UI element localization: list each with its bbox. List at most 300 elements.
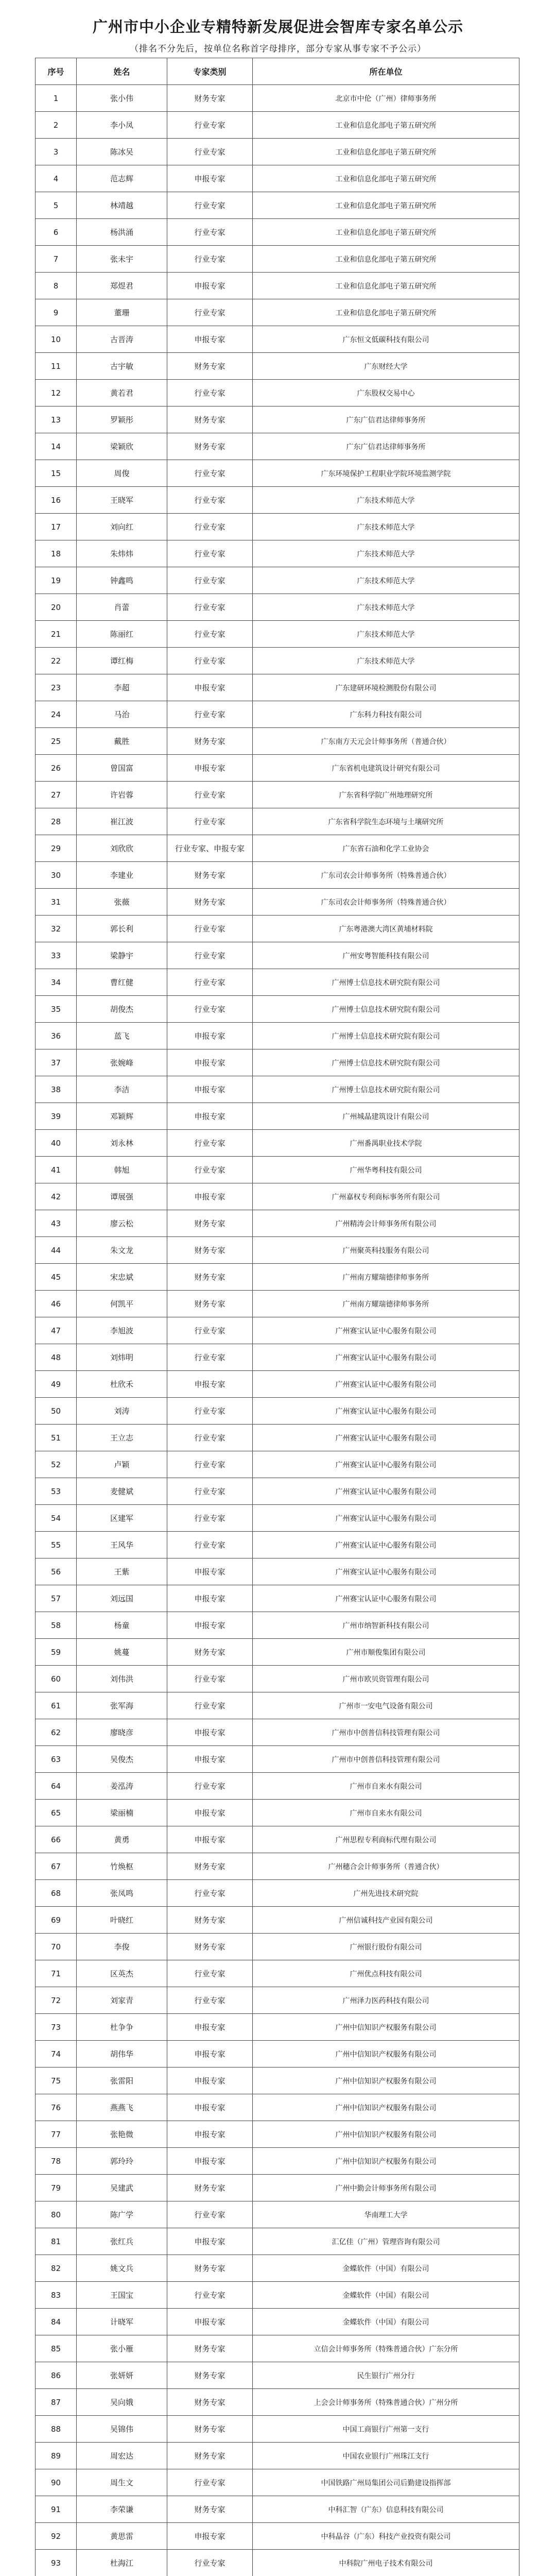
table-row xyxy=(36,139,519,165)
table-row xyxy=(36,969,519,996)
cell-unit: 广州博士信息技术研究院有限公司 xyxy=(253,1023,519,1049)
cell-category: 行业专家 xyxy=(167,1451,253,1478)
cell-name: 张艳微 xyxy=(77,2121,167,2148)
cell-index: 48 xyxy=(36,1344,77,1371)
cell-index: 59 xyxy=(36,1639,77,1666)
cell-index: 36 xyxy=(36,1023,77,1049)
cell-unit: 广州赛宝认证中心服务有限公司 xyxy=(253,1371,519,1398)
cell-index: 44 xyxy=(36,1237,77,1264)
cell-index: 92 xyxy=(36,2523,77,2550)
cell-index: 50 xyxy=(36,1398,77,1425)
cell-name: 曾国富 xyxy=(77,755,167,782)
cell-unit: 广州嘉权专利商标事务所有限公司 xyxy=(253,1183,519,1210)
cell-unit: 广州赛宝认证中心服务有限公司 xyxy=(253,1505,519,1532)
cell-index: 71 xyxy=(36,1960,77,1987)
cell-name: 黄若君 xyxy=(77,380,167,406)
cell-category: 财务专家 xyxy=(167,85,253,112)
cell-index: 56 xyxy=(36,1558,77,1585)
table-row xyxy=(36,1558,519,1585)
cell-unit: 广州赛宝认证中心服务有限公司 xyxy=(253,1478,519,1505)
cell-category: 行业专家 xyxy=(167,567,253,594)
cell-name: 周生文 xyxy=(77,2469,167,2496)
cell-unit: 广州市中创普信科技管理有限公司 xyxy=(253,1746,519,1773)
cell-index: 47 xyxy=(36,1317,77,1344)
cell-category: 财务专家 xyxy=(167,353,253,380)
cell-index: 70 xyxy=(36,1934,77,1960)
table-row xyxy=(36,219,519,246)
cell-name: 刘远国 xyxy=(77,1585,167,1612)
cell-unit: 广东股权交易中心 xyxy=(253,380,519,406)
cell-name: 刘欣欣 xyxy=(77,835,167,862)
cell-category: 行业专家 xyxy=(167,540,253,567)
cell-index: 77 xyxy=(36,2121,77,2148)
cell-category: 行业专家 xyxy=(167,2201,253,2228)
cell-unit: 广东南方天元会计师事务所（普通合伙） xyxy=(253,728,519,755)
cell-index: 28 xyxy=(36,808,77,835)
cell-unit: 广州市纳智新科技有限公司 xyxy=(253,1612,519,1639)
cell-name: 范志辉 xyxy=(77,165,167,192)
cell-unit: 民生银行广州分行 xyxy=(253,2362,519,2389)
cell-category: 财务专家 xyxy=(167,1291,253,1317)
table-row xyxy=(36,1800,519,1826)
table-row xyxy=(36,862,519,889)
cell-index: 49 xyxy=(36,1371,77,1398)
table-row xyxy=(36,1451,519,1478)
cell-category: 行业专家 xyxy=(167,1317,253,1344)
cell-unit: 工业和信息化部电子第五研究所 xyxy=(253,299,519,326)
cell-unit: 广东技术师范大学 xyxy=(253,514,519,540)
cell-index: 58 xyxy=(36,1612,77,1639)
cell-name: 胡伟华 xyxy=(77,2041,167,2067)
cell-name: 区建军 xyxy=(77,1505,167,1532)
cell-index: 64 xyxy=(36,1773,77,1800)
table-row xyxy=(36,380,519,406)
table-row xyxy=(36,1692,519,1719)
cell-category: 行业专家 xyxy=(167,1666,253,1692)
table-row xyxy=(36,755,519,782)
cell-unit: 广州安粤智能科技有限公司 xyxy=(253,942,519,969)
cell-unit: 广东环境保护工程职业学院环境监测学院 xyxy=(253,460,519,487)
cell-name: 廖晓彦 xyxy=(77,1719,167,1746)
table-row xyxy=(36,594,519,621)
cell-index: 27 xyxy=(36,782,77,808)
table-row xyxy=(36,889,519,916)
cell-category: 申报专家 xyxy=(167,755,253,782)
cell-name: 林靖越 xyxy=(77,192,167,219)
cell-unit: 广州中信知识产权服务有限公司 xyxy=(253,2148,519,2175)
cell-index: 86 xyxy=(36,2362,77,2389)
cell-index: 29 xyxy=(36,835,77,862)
cell-name: 姚文兵 xyxy=(77,2255,167,2282)
cell-name: 梁丽楠 xyxy=(77,1800,167,1826)
table-row xyxy=(36,2282,519,2309)
cell-unit: 汇亿佳（广州）管理咨询有限公司 xyxy=(253,2228,519,2255)
cell-category: 行业专家 xyxy=(167,1425,253,1451)
cell-index: 9 xyxy=(36,299,77,326)
cell-category: 申报专家 xyxy=(167,273,253,299)
cell-name: 古宇敏 xyxy=(77,353,167,380)
cell-index: 7 xyxy=(36,246,77,273)
cell-category: 行业专家 xyxy=(167,1532,253,1558)
cell-index: 19 xyxy=(36,567,77,594)
cell-index: 4 xyxy=(36,165,77,192)
cell-category: 申报专家 xyxy=(167,1585,253,1612)
cell-index: 43 xyxy=(36,1210,77,1237)
cell-unit: 广州市中创普信科技管理有限公司 xyxy=(253,1719,519,1746)
table-row xyxy=(36,2067,519,2094)
cell-category: 申报专家 xyxy=(167,1023,253,1049)
cell-index: 82 xyxy=(36,2255,77,2282)
table-row xyxy=(36,1317,519,1344)
table-row xyxy=(36,2443,519,2469)
table-row xyxy=(36,2469,519,2496)
cell-name: 王国宝 xyxy=(77,2282,167,2309)
cell-category: 行业专家 xyxy=(167,1692,253,1719)
table-row xyxy=(36,621,519,648)
cell-name: 戴胜 xyxy=(77,728,167,755)
cell-category: 行业专家 xyxy=(167,192,253,219)
page-title: 广州市中小企业专精特新发展促进会智库专家名单公示 xyxy=(92,18,463,36)
cell-category: 申报专家 xyxy=(167,2121,253,2148)
cell-name: 张小伟 xyxy=(77,85,167,112)
cell-index: 16 xyxy=(36,487,77,514)
cell-name: 宋忠斌 xyxy=(77,1264,167,1291)
table-row xyxy=(36,1130,519,1157)
table-row xyxy=(36,996,519,1023)
table-row xyxy=(36,2094,519,2121)
cell-index: 21 xyxy=(36,621,77,648)
cell-unit: 广州华粤科技有限公司 xyxy=(253,1157,519,1183)
cell-unit: 广州中信知识产权服务有限公司 xyxy=(253,2014,519,2041)
table-row xyxy=(36,433,519,460)
cell-category: 财务专家 xyxy=(167,889,253,916)
cell-unit: 广州赛宝认证中心服务有限公司 xyxy=(253,1344,519,1371)
table-row xyxy=(36,567,519,594)
cell-index: 93 xyxy=(36,2550,77,2576)
cell-category: 行业专家 xyxy=(167,2469,253,2496)
cell-index: 72 xyxy=(36,1987,77,2014)
cell-unit: 广州泽力医药科技有限公司 xyxy=(253,1987,519,2014)
cell-unit: 中科院广州电子技术有限公司 xyxy=(253,2550,519,2576)
cell-category: 申报专家 xyxy=(167,165,253,192)
cell-unit: 广州番禺职业技术学院 xyxy=(253,1130,519,1157)
table-row xyxy=(36,2228,519,2255)
cell-category: 行业专家 xyxy=(167,1157,253,1183)
cell-unit: 广东技术师范大学 xyxy=(253,594,519,621)
cell-category: 财务专家 xyxy=(167,2362,253,2389)
cell-name: 罗颖彤 xyxy=(77,406,167,433)
page-subtitle: （排名不分先后，按单位名称首字母排序，部分专家从事专家不予公示） xyxy=(130,44,426,54)
table-row xyxy=(36,1532,519,1558)
cell-name: 谭红梅 xyxy=(77,648,167,674)
cell-name: 李建业 xyxy=(77,862,167,889)
cell-index: 18 xyxy=(36,540,77,567)
cell-unit: 立信会计师事务所（特殊普通合伙）广东分所 xyxy=(253,2335,519,2362)
cell-index: 31 xyxy=(36,889,77,916)
cell-name: 梁颖欣 xyxy=(77,433,167,460)
table-row xyxy=(36,1639,519,1666)
cell-category: 财务专家 xyxy=(167,2175,253,2201)
cell-index: 10 xyxy=(36,326,77,353)
cell-name: 王风华 xyxy=(77,1532,167,1558)
cell-category: 行业专家 xyxy=(167,460,253,487)
table-row xyxy=(36,85,519,112)
cell-category: 财务专家 xyxy=(167,728,253,755)
cell-index: 79 xyxy=(36,2175,77,2201)
table-row xyxy=(36,1344,519,1371)
cell-index: 3 xyxy=(36,139,77,165)
header-name: 姓名 xyxy=(77,58,167,85)
cell-unit: 广州博士信息技术研究院有限公司 xyxy=(253,1049,519,1076)
cell-unit: 广东技术师范大学 xyxy=(253,487,519,514)
table-row xyxy=(36,1612,519,1639)
table-row xyxy=(36,2496,519,2523)
cell-name: 张婉峰 xyxy=(77,1049,167,1076)
table-row xyxy=(36,1049,519,1076)
cell-unit: 广东技术师范大学 xyxy=(253,621,519,648)
table-row xyxy=(36,1773,519,1800)
cell-index: 54 xyxy=(36,1505,77,1532)
cell-name: 吴锦伟 xyxy=(77,2416,167,2443)
cell-category: 行业专家 xyxy=(167,2282,253,2309)
cell-index: 38 xyxy=(36,1076,77,1103)
cell-category: 申报专家 xyxy=(167,2148,253,2175)
cell-unit: 工业和信息化部电子第五研究所 xyxy=(253,192,519,219)
cell-unit: 广东司农会计师事务所（特殊普通合伙） xyxy=(253,862,519,889)
cell-category: 财务专家 xyxy=(167,2335,253,2362)
cell-category: 行业专家 xyxy=(167,380,253,406)
table-row xyxy=(36,2148,519,2175)
cell-index: 74 xyxy=(36,2041,77,2067)
cell-unit: 广州赛宝认证中心服务有限公司 xyxy=(253,1451,519,1478)
cell-index: 41 xyxy=(36,1157,77,1183)
cell-unit: 金蝶软件（中国）有限公司 xyxy=(253,2255,519,2282)
cell-name: 谭展强 xyxy=(77,1183,167,1210)
cell-unit: 广州中信知识产权服务有限公司 xyxy=(253,2041,519,2067)
cell-index: 1 xyxy=(36,85,77,112)
cell-name: 张薇 xyxy=(77,889,167,916)
cell-category: 申报专家 xyxy=(167,1746,253,1773)
table-row xyxy=(36,1157,519,1183)
cell-unit: 广东科力科技有限公司 xyxy=(253,701,519,728)
cell-index: 65 xyxy=(36,1800,77,1826)
cell-category: 行业专家 xyxy=(167,1987,253,2014)
cell-category: 申报专家 xyxy=(167,674,253,701)
cell-category: 财务专家 xyxy=(167,1853,253,1880)
cell-category: 行业专家 xyxy=(167,1773,253,1800)
cell-name: 陈丽红 xyxy=(77,621,167,648)
cell-category: 行业专家 xyxy=(167,942,253,969)
cell-category: 行业专家 xyxy=(167,808,253,835)
cell-unit: 广州银行股份有限公司 xyxy=(253,1934,519,1960)
table-row xyxy=(36,2389,519,2416)
cell-name: 吴建武 xyxy=(77,2175,167,2201)
table-row xyxy=(36,353,519,380)
cell-index: 34 xyxy=(36,969,77,996)
cell-unit: 工业和信息化部电子第五研究所 xyxy=(253,112,519,139)
cell-index: 53 xyxy=(36,1478,77,1505)
cell-category: 申报专家 xyxy=(167,1800,253,1826)
table-row xyxy=(36,487,519,514)
cell-unit: 广州市顺俊集团有限公司 xyxy=(253,1639,519,1666)
cell-category: 行业专家 xyxy=(167,1344,253,1371)
cell-name: 李旭波 xyxy=(77,1317,167,1344)
table-row xyxy=(36,1264,519,1291)
cell-category: 行业专家 xyxy=(167,246,253,273)
table-row xyxy=(36,326,519,353)
cell-category: 行业专家 xyxy=(167,1505,253,1532)
cell-unit: 中国铁路广州局集团公司后勤建设指挥部 xyxy=(253,2469,519,2496)
table-row xyxy=(36,1425,519,1451)
cell-category: 行业专家 xyxy=(167,701,253,728)
cell-name: 刘涛 xyxy=(77,1398,167,1425)
table-row xyxy=(36,835,519,862)
cell-unit: 广州中信知识产权服务有限公司 xyxy=(253,2067,519,2094)
cell-index: 33 xyxy=(36,942,77,969)
cell-category: 行业专家 xyxy=(167,1880,253,1907)
cell-name: 张军海 xyxy=(77,1692,167,1719)
cell-name: 刘伟洪 xyxy=(77,1666,167,1692)
cell-unit: 广东技术师范大学 xyxy=(253,567,519,594)
table-row xyxy=(36,1987,519,2014)
cell-name: 马治 xyxy=(77,701,167,728)
cell-category: 行业专家 xyxy=(167,1478,253,1505)
cell-unit: 北京市中伦（广州）律师事务所 xyxy=(253,85,519,112)
cell-index: 88 xyxy=(36,2416,77,2443)
cell-index: 11 xyxy=(36,353,77,380)
cell-index: 66 xyxy=(36,1826,77,1853)
cell-index: 83 xyxy=(36,2282,77,2309)
cell-category: 行业专家 xyxy=(167,594,253,621)
cell-name: 蓝飞 xyxy=(77,1023,167,1049)
header-index: 序号 xyxy=(36,58,77,85)
table-row xyxy=(36,1934,519,1960)
cell-index: 55 xyxy=(36,1532,77,1558)
table-row xyxy=(36,1505,519,1532)
cell-name: 黄勇 xyxy=(77,1826,167,1853)
cell-category: 行业专家 xyxy=(167,782,253,808)
cell-index: 84 xyxy=(36,2309,77,2335)
table-row xyxy=(36,1666,519,1692)
table-row xyxy=(36,1183,519,1210)
cell-index: 37 xyxy=(36,1049,77,1076)
cell-unit: 广州赛宝认证中心服务有限公司 xyxy=(253,1585,519,1612)
cell-unit: 广州精涛会计师事务所有限公司 xyxy=(253,1210,519,1237)
cell-index: 81 xyxy=(36,2228,77,2255)
table-row xyxy=(36,1880,519,1907)
cell-category: 财务专家 xyxy=(167,1237,253,1264)
cell-name: 张凤鸣 xyxy=(77,1880,167,1907)
table-row xyxy=(36,2416,519,2443)
cell-index: 62 xyxy=(36,1719,77,1746)
cell-name: 杜欣禾 xyxy=(77,1371,167,1398)
cell-name: 陈冰吴 xyxy=(77,139,167,165)
cell-index: 90 xyxy=(36,2469,77,2496)
cell-category: 行业专家 xyxy=(167,648,253,674)
cell-index: 8 xyxy=(36,273,77,299)
cell-unit: 广州先进技术研究院 xyxy=(253,1880,519,1907)
table-row xyxy=(36,460,519,487)
cell-category: 申报专家 xyxy=(167,2094,253,2121)
cell-name: 李小凤 xyxy=(77,112,167,139)
cell-unit: 广东建研环境检测股份有限公司 xyxy=(253,674,519,701)
cell-index: 67 xyxy=(36,1853,77,1880)
cell-index: 39 xyxy=(36,1103,77,1130)
cell-unit: 金蝶软件（中国）有限公司 xyxy=(253,2309,519,2335)
table-row xyxy=(36,1023,519,1049)
cell-index: 61 xyxy=(36,1692,77,1719)
cell-category: 行业专家、申报专家 xyxy=(167,835,253,862)
cell-name: 李俊 xyxy=(77,1934,167,1960)
cell-index: 89 xyxy=(36,2443,77,2469)
cell-unit: 工业和信息化部电子第五研究所 xyxy=(253,139,519,165)
cell-unit: 广州市一安电气设备有限公司 xyxy=(253,1692,519,1719)
cell-unit: 广东省科学院广州地理研究所 xyxy=(253,782,519,808)
cell-category: 行业专家 xyxy=(167,514,253,540)
cell-index: 25 xyxy=(36,728,77,755)
cell-category: 行业专家 xyxy=(167,1960,253,1987)
cell-index: 87 xyxy=(36,2389,77,2416)
cell-index: 22 xyxy=(36,648,77,674)
cell-index: 75 xyxy=(36,2067,77,2094)
cell-name: 卢颖 xyxy=(77,1451,167,1478)
cell-unit: 广州赛宝认证中心服务有限公司 xyxy=(253,1558,519,1585)
cell-name: 梁静宇 xyxy=(77,942,167,969)
cell-unit: 华南理工大学 xyxy=(253,2201,519,2228)
cell-name: 周宏达 xyxy=(77,2443,167,2469)
cell-unit: 工业和信息化部电子第五研究所 xyxy=(253,273,519,299)
cell-unit: 广东广信君达律师事务所 xyxy=(253,406,519,433)
cell-name: 张小雁 xyxy=(77,2335,167,2362)
cell-unit: 广州聚英科技服务有限公司 xyxy=(253,1237,519,1264)
cell-index: 85 xyxy=(36,2335,77,2362)
cell-unit: 广东广信君达律师事务所 xyxy=(253,433,519,460)
cell-name: 黄思雷 xyxy=(77,2523,167,2550)
cell-category: 行业专家 xyxy=(167,487,253,514)
cell-unit: 广州南方耀瑞德律师事务所 xyxy=(253,1264,519,1291)
cell-unit: 广州思程专利商标代理有限公司 xyxy=(253,1826,519,1853)
cell-category: 申报专家 xyxy=(167,2067,253,2094)
cell-index: 40 xyxy=(36,1130,77,1157)
cell-index: 78 xyxy=(36,2148,77,2175)
table-row xyxy=(36,674,519,701)
cell-unit: 广州赛宝认证中心服务有限公司 xyxy=(253,1532,519,1558)
cell-unit: 中科汇智（广东）信息科技有限公司 xyxy=(253,2496,519,2523)
table-row xyxy=(36,2014,519,2041)
cell-index: 24 xyxy=(36,701,77,728)
table-row xyxy=(36,1719,519,1746)
cell-index: 20 xyxy=(36,594,77,621)
cell-unit: 中国农业银行广州珠江支行 xyxy=(253,2443,519,2469)
cell-index: 45 xyxy=(36,1264,77,1291)
cell-name: 竹焕枢 xyxy=(77,1853,167,1880)
cell-unit: 广州赛宝认证中心服务有限公司 xyxy=(253,1398,519,1425)
cell-unit: 广州赛宝认证中心服务有限公司 xyxy=(253,1425,519,1451)
cell-category: 行业专家 xyxy=(167,2550,253,2576)
cell-index: 6 xyxy=(36,219,77,246)
cell-index: 26 xyxy=(36,755,77,782)
cell-name: 姚蔓 xyxy=(77,1639,167,1666)
cell-name: 叶晓红 xyxy=(77,1907,167,1934)
cell-name: 杜争争 xyxy=(77,2014,167,2041)
cell-category: 财务专家 xyxy=(167,2389,253,2416)
cell-category: 财务专家 xyxy=(167,433,253,460)
cell-name: 姜泓涛 xyxy=(77,1773,167,1800)
cell-index: 69 xyxy=(36,1907,77,1934)
cell-category: 行业专家 xyxy=(167,996,253,1023)
table-header-row xyxy=(36,58,519,85)
cell-category: 行业专家 xyxy=(167,1130,253,1157)
